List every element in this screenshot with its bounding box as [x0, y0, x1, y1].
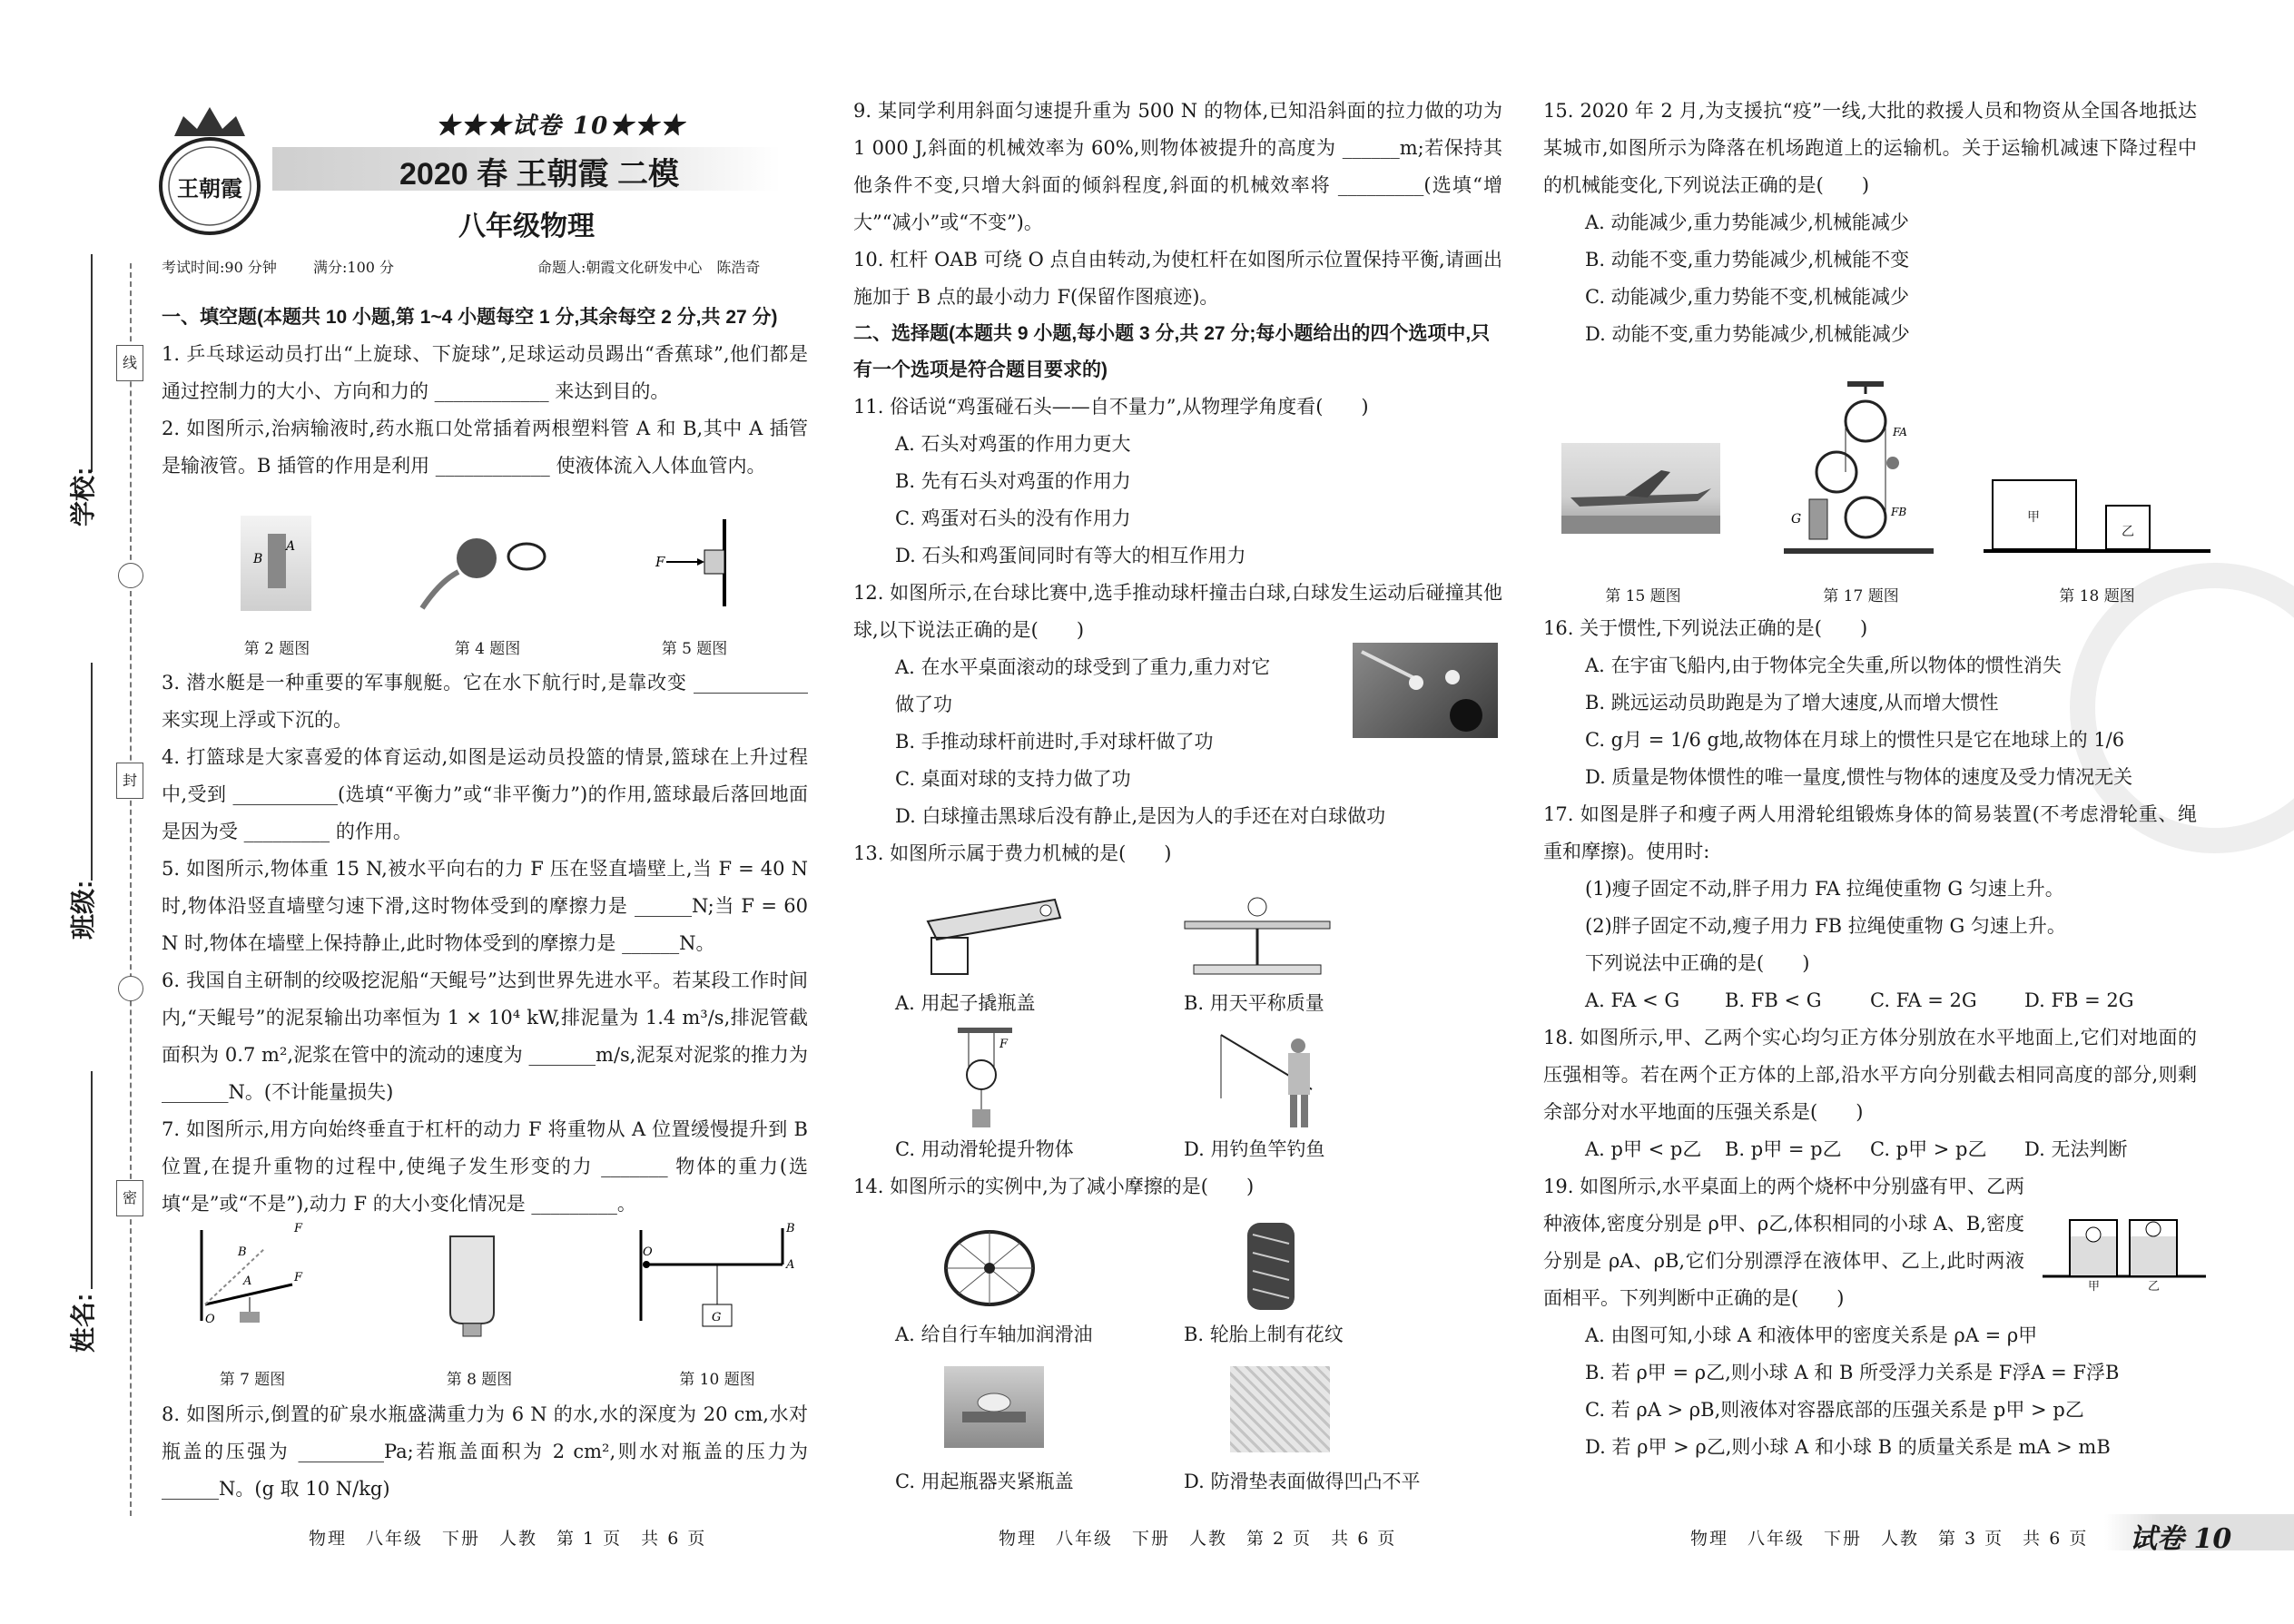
caption-figure-10: 第 10 题图 [679, 1371, 755, 1389]
svg-text:A: A [243, 1275, 252, 1288]
footer-page-2: 物理 八年级 下册 人教 第 2 页 共 6 页 [999, 1529, 1397, 1549]
question-17-line-1: (1)瘦子固定不动,胖子用力 FA 拉绳使重物 G 匀速上升。 [1585, 878, 2064, 900]
question-12: 12. 如图所示,在台球比赛中,选手推动球杆撞击白球,白球发生运动后碰撞其他球,以下说法正确的是( ) [853, 582, 1502, 641]
caption-figure-17: 第 17 题图 [1823, 587, 1899, 605]
option-17a[interactable]: A. FA < G [1585, 989, 1680, 1011]
binding-hole [118, 976, 143, 1001]
figure-2-iv-drip [241, 516, 311, 611]
exam-title: 2020 春 王朝霞 二模 [399, 157, 679, 192]
figure-7-lever [192, 1221, 329, 1330]
question-8: 8. 如图所示,倒置的矿泉水瓶盛满重力为 6 N 的水,水的深度为 20 cm,水对瓶盖的压强为 _________Pa;若瓶盖面积为 2 cm²,则水对瓶盖的压力为 ______N。(g 取 10 N/kg) [162, 1403, 808, 1500]
option-13b[interactable]: B. 用天平称质量 [1184, 992, 1324, 1014]
footer-page-3: 物理 八年级 下册 人教 第 3 页 共 6 页 [1690, 1529, 2089, 1549]
caption-figure-2: 第 2 题图 [243, 640, 310, 658]
figure-19-beakers [2043, 1216, 2206, 1294]
exam-author: 命题人:朝霞文化研发中心 陈浩奇 [537, 259, 761, 276]
svg-text:G: G [1791, 512, 1802, 527]
question-17: 17. 如图是胖子和瘦子两人用滑轮组锻炼身体的简易装置(不考虑滑轮重、绳重和摩擦)。使用时: [1543, 803, 2197, 862]
footer-page-1: 物理 八年级 下册 人教 第 1 页 共 6 页 [309, 1529, 707, 1549]
option-16d[interactable]: D. 质量是物体惯性的唯一量度,惯性与物体的速度及受力情况无关 [1585, 766, 2133, 788]
cube-jia-label: 甲 [2027, 510, 2040, 525]
svg-text:G: G [712, 1311, 722, 1324]
question-9: 9. 某同学利用斜面匀速提升重为 500 N 的物体,已知沿斜面的拉力做的功为 1 000 J,斜面的机械效率为 60%,则物体被提升的高度为 ______m;若保持其他条件不变,只增大斜面的倾斜程度,斜面的机械效率将 _________(选填“增大”“减小”或“不变”)。 [853, 100, 1502, 233]
seal-mark-xian: 线 [116, 345, 143, 381]
option-11d[interactable]: D. 石头和鸡蛋间同时有等大的相互作用力 [895, 545, 1246, 566]
option-17b[interactable]: B. FB < G [1725, 989, 1822, 1011]
option-18d[interactable]: D. 无法判断 [2024, 1138, 2128, 1160]
caption-figure-5: 第 5 题图 [661, 640, 728, 658]
figure-14c-opener-photo [944, 1366, 1044, 1448]
corner-label [2104, 1514, 2294, 1555]
option-13d[interactable]: D. 用钓鱼竿钓鱼 [1184, 1138, 1325, 1160]
option-19d[interactable]: D. 若 ρ甲 > ρ乙,则小球 A 和小球 B 的质量关系是 mA > mB [1585, 1436, 2111, 1458]
option-14d[interactable]: D. 防滑垫表面做得凹凸不平 [1184, 1471, 1421, 1492]
column-1b [162, 664, 808, 1223]
name-label: 姓名: [69, 1293, 97, 1353]
question-3: 3. 潜水艇是一种重要的军事舰艇。它在水下航行时,是靠改变 ____________ 来实现上浮或下沉的。 [162, 672, 808, 731]
figure-15-transport-plane [1561, 443, 1720, 534]
question-7: 7. 如图所示,用方向始终垂直于杠杆的动力 F 将重物从 A 位置缓慢提升到 B 位置,在提升重物的过程中,使绳子发生形变的力 _______ 物体的重力(选填“是”或“不是”),动力 F 的大小变化情况是 _________。 [162, 1118, 808, 1215]
svg-text:F: F [294, 1222, 303, 1235]
figure-8-bottle [445, 1233, 499, 1340]
column-1 [162, 300, 808, 485]
option-14b[interactable]: B. 轮胎上制有花纹 [1184, 1324, 1344, 1345]
options-17-row [1543, 982, 2197, 1019]
question-17-line-2: (2)胖子固定不动,瘦子用力 FB 拉绳使重物 G 匀速上升。 [1585, 915, 2066, 937]
figure-14b-tire [1244, 1221, 1298, 1312]
option-12b[interactable]: B. 手推动球杆前进时,手对球杆做了功 [895, 731, 1214, 753]
exam-time: 考试时间:90 分钟 [162, 259, 277, 276]
svg-text:B: B [786, 1222, 795, 1235]
column-3 [1543, 93, 2197, 353]
seal-mark-mi: 密 [116, 1180, 143, 1216]
option-19a[interactable]: A. 由图可知,小球 A 和液体甲的密度关系是 ρA = ρ甲 [1585, 1324, 2038, 1346]
caption-figure-7: 第 7 题图 [219, 1371, 286, 1389]
question-10: 10. 杠杆 OAB 可绕 O 点自由转动,为使杠杆在如图所示位置保持平衡,请画出施加于 B 点的最小动力 F(保留作图痕迹)。 [853, 249, 1502, 308]
question-1: 1. 乒乓球运动员打出“上旋球、下旋球”,足球运动员踢出“香蕉球”,他们都是通过控制力的大小、方向和力的 ____________ 来达到目的。 [162, 343, 808, 402]
question-5: 5. 如图所示,物体重 15 N,被水平向右的力 F 压在竖直墙壁上,当 F = 40 N 时,物体沿竖直墙壁匀速下滑,这时物体受到的摩擦力是 ______N;当 F = 60 N 时,物体在墙壁上保持静止,此时物体受到的摩擦力是 ______N。 [162, 858, 808, 954]
option-18a[interactable]: A. p甲 < p乙 [1585, 1138, 1702, 1160]
option-15a[interactable]: A. 动能减少,重力势能减少,机械能减少 [1585, 212, 1909, 233]
school-blank-line[interactable] [91, 254, 93, 472]
school-label: 学校: [69, 467, 97, 527]
option-13c[interactable]: C. 用动滑轮提升物体 [895, 1138, 1074, 1160]
beaker-jia-label: 甲 [2088, 1280, 2101, 1294]
cube-yi-label: 乙 [2122, 525, 2134, 539]
question-16: 16. 关于惯性,下列说法正确的是( ) [1543, 617, 1868, 639]
option-17d[interactable]: D. FB = 2G [2024, 989, 2134, 1011]
option-15d[interactable]: D. 动能不变,重力势能减少,机械能减少 [1585, 323, 1910, 345]
option-19c[interactable]: C. 若 ρA > ρB,则液体对容器底部的压强关系是 p甲 > p乙 [1585, 1399, 2084, 1421]
option-15b[interactable]: B. 动能不变,重力势能减少,机械能不变 [1585, 249, 1910, 271]
subject-title: 八年级物理 [458, 212, 595, 241]
question-18: 18. 如图所示,甲、乙两个实心均匀正方体分别放在水平地面上,它们对地面的压强相等。若在两个正方体的上部,沿水平方向分别截去相同高度的部分,则剩余部分对水平地面的压强关系是( ) [1543, 1027, 2197, 1123]
column-3b [1543, 610, 2197, 1466]
svg-text:A: A [786, 1258, 795, 1272]
caption-figure-18: 第 18 题图 [2059, 587, 2135, 605]
figure-5-wall-force [654, 517, 735, 608]
option-16a[interactable]: A. 在宇宙飞船内,由于物体完全失重,所以物体的惯性消失 [1585, 655, 2062, 676]
figure-4-basketball [413, 531, 558, 613]
svg-text:FA: FA [1893, 426, 1907, 438]
svg-text:B: B [253, 552, 263, 566]
figure-14a-bicycle-wheel [940, 1221, 1049, 1312]
binding-dashed-line [130, 263, 132, 1516]
option-17c[interactable]: C. FA = 2G [1870, 989, 1977, 1011]
option-11a[interactable]: A. 石头对鸡蛋的作用力更大 [895, 433, 1131, 455]
section-1-heading: 一、填空题(本题共 10 小题,第 1~4 小题每空 1 分,其余每空 2 分,共 27 分) [162, 307, 778, 328]
paper-number: ★★★试卷 10★★★ [436, 113, 686, 140]
option-11c[interactable]: C. 鸡蛋对石头的没有作用力 [895, 507, 1131, 529]
question-13: 13. 如图所示属于费力机械的是( ) [853, 842, 1172, 864]
figure-13a-bottle-opener [919, 894, 1064, 980]
option-13a[interactable]: A. 用起子撬瓶盖 [895, 992, 1036, 1014]
option-11b[interactable]: B. 先有石头对鸡蛋的作用力 [895, 470, 1131, 492]
beaker-yi-label: 乙 [2148, 1280, 2161, 1294]
figure-10-lever [635, 1221, 799, 1339]
question-17-line-3: 下列说法中正确的是( ) [1585, 952, 1810, 974]
figure-12-billiards [1353, 643, 1498, 738]
svg-text:O: O [205, 1313, 215, 1326]
column-2 [853, 93, 1502, 872]
option-18b[interactable]: B. p甲 = p乙 [1725, 1138, 1842, 1160]
option-19b[interactable]: B. 若 ρ甲 = ρ乙,则小球 A 和 B 所受浮力关系是 F浮A = F浮B [1585, 1362, 2120, 1383]
figure-14d-mat [1230, 1366, 1330, 1452]
column-1c [162, 1396, 808, 1508]
binding-hole [118, 563, 143, 588]
section-2-heading: 二、选择题(本题共 9 小题,每小题 3 分,共 27 分;每小题给出的四个选项中,只有一个选项是符合题目要求的) [853, 323, 1491, 380]
option-12d[interactable]: D. 白球撞击黑球后没有静止,是因为人的手还在对白球做功 [895, 805, 1386, 827]
figure-17-pulley-system [1784, 381, 1934, 556]
caption-figure-4: 第 4 题图 [454, 640, 521, 658]
question-2: 2. 如图所示,治病输液时,药水瓶口处常插着两根塑料管 A 和 B,其中 A 插管是输液管。B 插管的作用是利用 ____________ 使液体流入人体血管内。 [162, 418, 808, 477]
options-18-row [1543, 1131, 2197, 1168]
svg-text:FB: FB [1891, 506, 1907, 518]
option-15c[interactable]: C. 动能减少,重力势能不变,机械能减少 [1585, 286, 1910, 308]
question-15: 15. 2020 年 2 月,为支援抗“疫”一线,大批的救援人员和物资从全国各地抵达某城市,如图所示为降落在机场跑道上的运输机。关于运输机减速下降过程中的机械能变化,下列说法正确的是( ) [1543, 100, 2197, 196]
exam-score: 满分:100 分 [313, 259, 395, 276]
option-16c[interactable]: C. g月 = 1/6 g地,故物体在月球上的惯性只是它在地球上的 1/6 [1585, 729, 2125, 751]
svg-text:O: O [643, 1245, 653, 1259]
figure-13d-fishing [1212, 1026, 1339, 1135]
svg-text:F: F [655, 554, 665, 570]
question-6: 6. 我国自主研制的绞吸挖泥船“天鲲号”达到世界先进水平。若某段工作时间内,“天鲲号”的泥泵输出功率恒为 1 × 10⁴ kW,排泥量为 1.4 m³/s,排泥管截面积为 0.7 m²,泥浆在管中的流动的速度为 _______m/s,泥泵对泥浆的推力为 _______N。(不计能量损失) [162, 969, 808, 1103]
name-blank-line[interactable] [91, 1071, 93, 1289]
svg-text:F: F [999, 1038, 1009, 1051]
question-4: 4. 打篮球是大家喜爱的体育运动,如图是运动员投篮的情景,篮球在上升过程中,受到 ___________(选填“平衡力”或“非平衡力”)的作用,篮球最后落回地面是因为受 _________ 的作用。 [162, 746, 808, 842]
caption-figure-8: 第 8 题图 [446, 1371, 513, 1389]
option-14a[interactable]: A. 给自行车轴加润滑油 [895, 1324, 1093, 1345]
logo-seal [156, 100, 263, 236]
class-label: 班级: [69, 880, 97, 940]
question-11: 11. 俗话说“鸡蛋碰石头——自不量力”,从物理学角度看( ) [853, 396, 1369, 418]
option-12a[interactable]: A. 在水平桌面滚动的球受到了重力,重力对它做了功 [895, 656, 1271, 715]
question-19: 19. 如图所示,水平桌面上的两个烧杯中分别盛有甲、乙两种液体,密度分别是 ρ甲、ρ乙,体积相同的小球 A、B,密度分别是 ρA、ρB,它们分别漂浮在液体甲、乙上,此时两液面相平。下列判断中正确的是( ) [1543, 1176, 2024, 1309]
figure-13b-balance [1176, 894, 1339, 980]
svg-text:F: F [294, 1271, 303, 1284]
question-14: 14. 如图所示的实例中,为了减小摩擦的是( ) [853, 1176, 1255, 1197]
caption-figure-15: 第 15 题图 [1605, 587, 1681, 605]
corner-paper-number: 试卷 10 [2130, 1523, 2232, 1555]
option-12c[interactable]: C. 桌面对球的支持力做了功 [895, 768, 1131, 790]
svg-text:A: A [286, 539, 296, 554]
option-16b[interactable]: B. 跳远运动员助跑是为了增大速度,从而增大惯性 [1585, 692, 1999, 714]
option-14c[interactable]: C. 用起瓶器夹紧瓶盖 [895, 1471, 1074, 1492]
option-18c[interactable]: C. p甲 > p乙 [1870, 1138, 1987, 1160]
svg-text:B: B [238, 1245, 247, 1259]
figure-13c-pulley [949, 1026, 1021, 1135]
logo-text: 王朝霞 [177, 175, 242, 202]
seal-mark-feng: 封 [116, 763, 143, 799]
class-blank-line[interactable] [91, 663, 93, 881]
figure-18-cubes [1984, 477, 2210, 554]
